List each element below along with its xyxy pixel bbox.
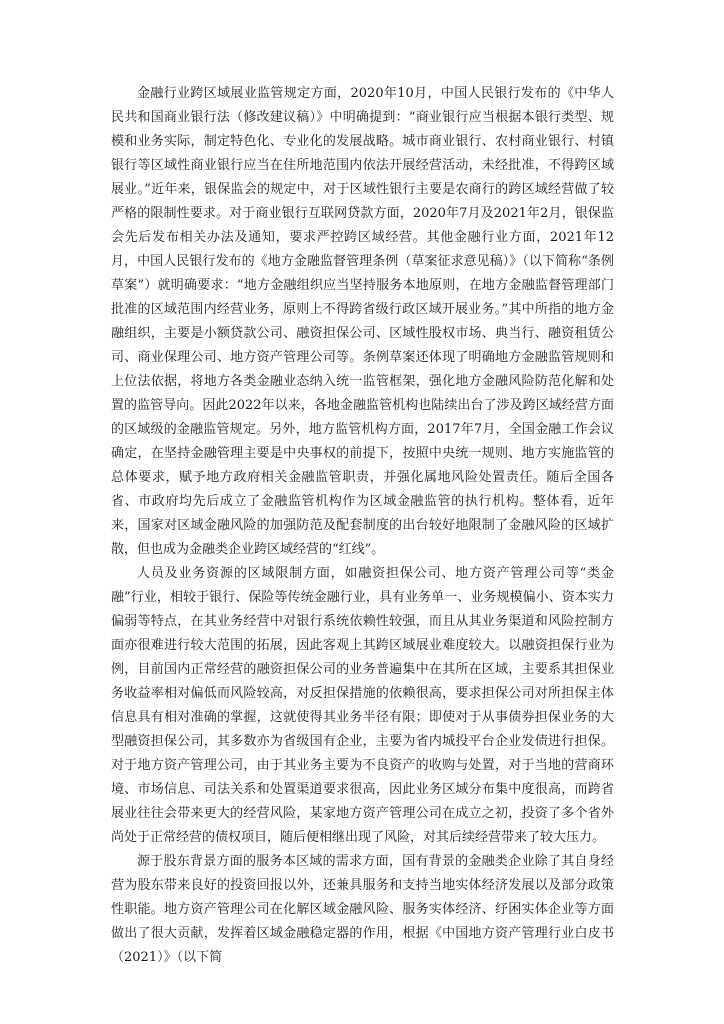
paragraph-shareholder: 源于股东背景方面的服务本区域的需求方面，国有背景的金融类企业除了其自身经营为股东带来良好的投资回报以外，还兼具服务和支持当地实体经济发展以及部分政策性职能。地方资产管理公司在化解区域金融风险、服务实体经济、纾困实体企业等方面做出了很大贡献，发挥着区域金融稳定器的作用，根据《中国地方资产管理行业白皮书（2021）》（以下简	[111, 854, 614, 965]
paragraph-resources: 人员及业务资源的区域限制方面，如融资担保公司、地方资产管理公司等“类金融”行业，相较于银行、保险等传统金融行业，具有业务单一、业务规模偏小、资本实力偏弱等特点，在其业务经营中对银行系统依赖性较强，而且从其业务渠道和风险控制方面亦很难进行较大范围的拓展，因此客观上其跨区域展业难度较大。以融资担保行业为例，目前国内正常经营的融资担保公司的业务普遍集中在其所在区域，主要系其担保业务收益率相对偏低而风险较高，对反担保措施的依赖很高，要求担保公司对所担保主体信息具有相对准确的掌握，这就使得其业务半径有限；即使对于从事债券担保业务的大型融资担保公司，其多数亦为省级国有企业，主要为省内城投平台企业发债进行担保。对于地方资产管理公司，由于其业务主要为不良资产的收购与处置，对于当地的营商环境、市场信息、司法关系和处置渠道要求很高，因此业务区域分布集中度很高，而跨省展业往往会带来更大的经营风险，某家地方资产管理公司在成立之初，投资了多个省外尚处于正常经营的债权项目，随后便相继出现了风险，对其后续经营带来了较大压力。	[111, 566, 614, 845]
document-body	[111, 82, 614, 970]
paragraph-regulation: 金融行业跨区域展业监管规定方面，2020年10月，中国人民银行发布的《中华人民共和国商业银行法（修改建议稿）》中明确提到：“商业银行应当根据本银行类型、规模和业务实际，制定特色化、专业化的发展战略。城市商业银行、农村商业银行、村镇银行等区域性商业银行应当在住所地范围内依法开展经营活动，未经批准，不得跨区域展业。”近年来，银保监会的规定中，对于区域性银行主要是农商行的跨区域经营做了较严格的限制性要求。对于商业银行互联网贷款方面，2020年7月及2021年2月，银保监会先后发布相关办法及通知，要求严控跨区域经营。其他金融行业方面，2021年12月，中国人民银行发布的《地方金融监督管理条例（草案征求意见稿）》（以下简称“条例草案”）就明确要求：“地方金融组织应当坚持服务本地原则，在地方金融监督管理部门批准的区域范围内经营业务，原则上不得跨省级行政区域开展业务。”其中所指的地方金融组织，主要是小额贷款公司、融资担保公司、区域性股权市场、典当行、融资租赁公司、商业保理公司、地方资产管理公司等。条例草案还体现了明确地方金融监管规则和上位法依据，将地方各类金融业态纳入统一监管框架，强化地方金融风险防范化解和处置的监管导向。因此2022年以来，各地金融监管机构也陆续出台了涉及跨区域经营方面的区域级的金融监管规定。另外，地方监管机构方面，2017年7月，全国金融工作会议确定，在坚持金融管理主要是中央事权的前提下，按照中央统一规则、地方实施监管的总体要求，赋予地方政府相关金融监管职责，并强化属地风险处置责任。随后全国各省、市政府均先后成立了金融监管机构作为区域金融监管的执行机构。整体看，近年来，国家对区域金融风险的加强防范及配套制度的出台较好地限制了金融风险的区域扩散，但也成为金融类企业跨区域经营的“红线”。	[111, 86, 614, 557]
